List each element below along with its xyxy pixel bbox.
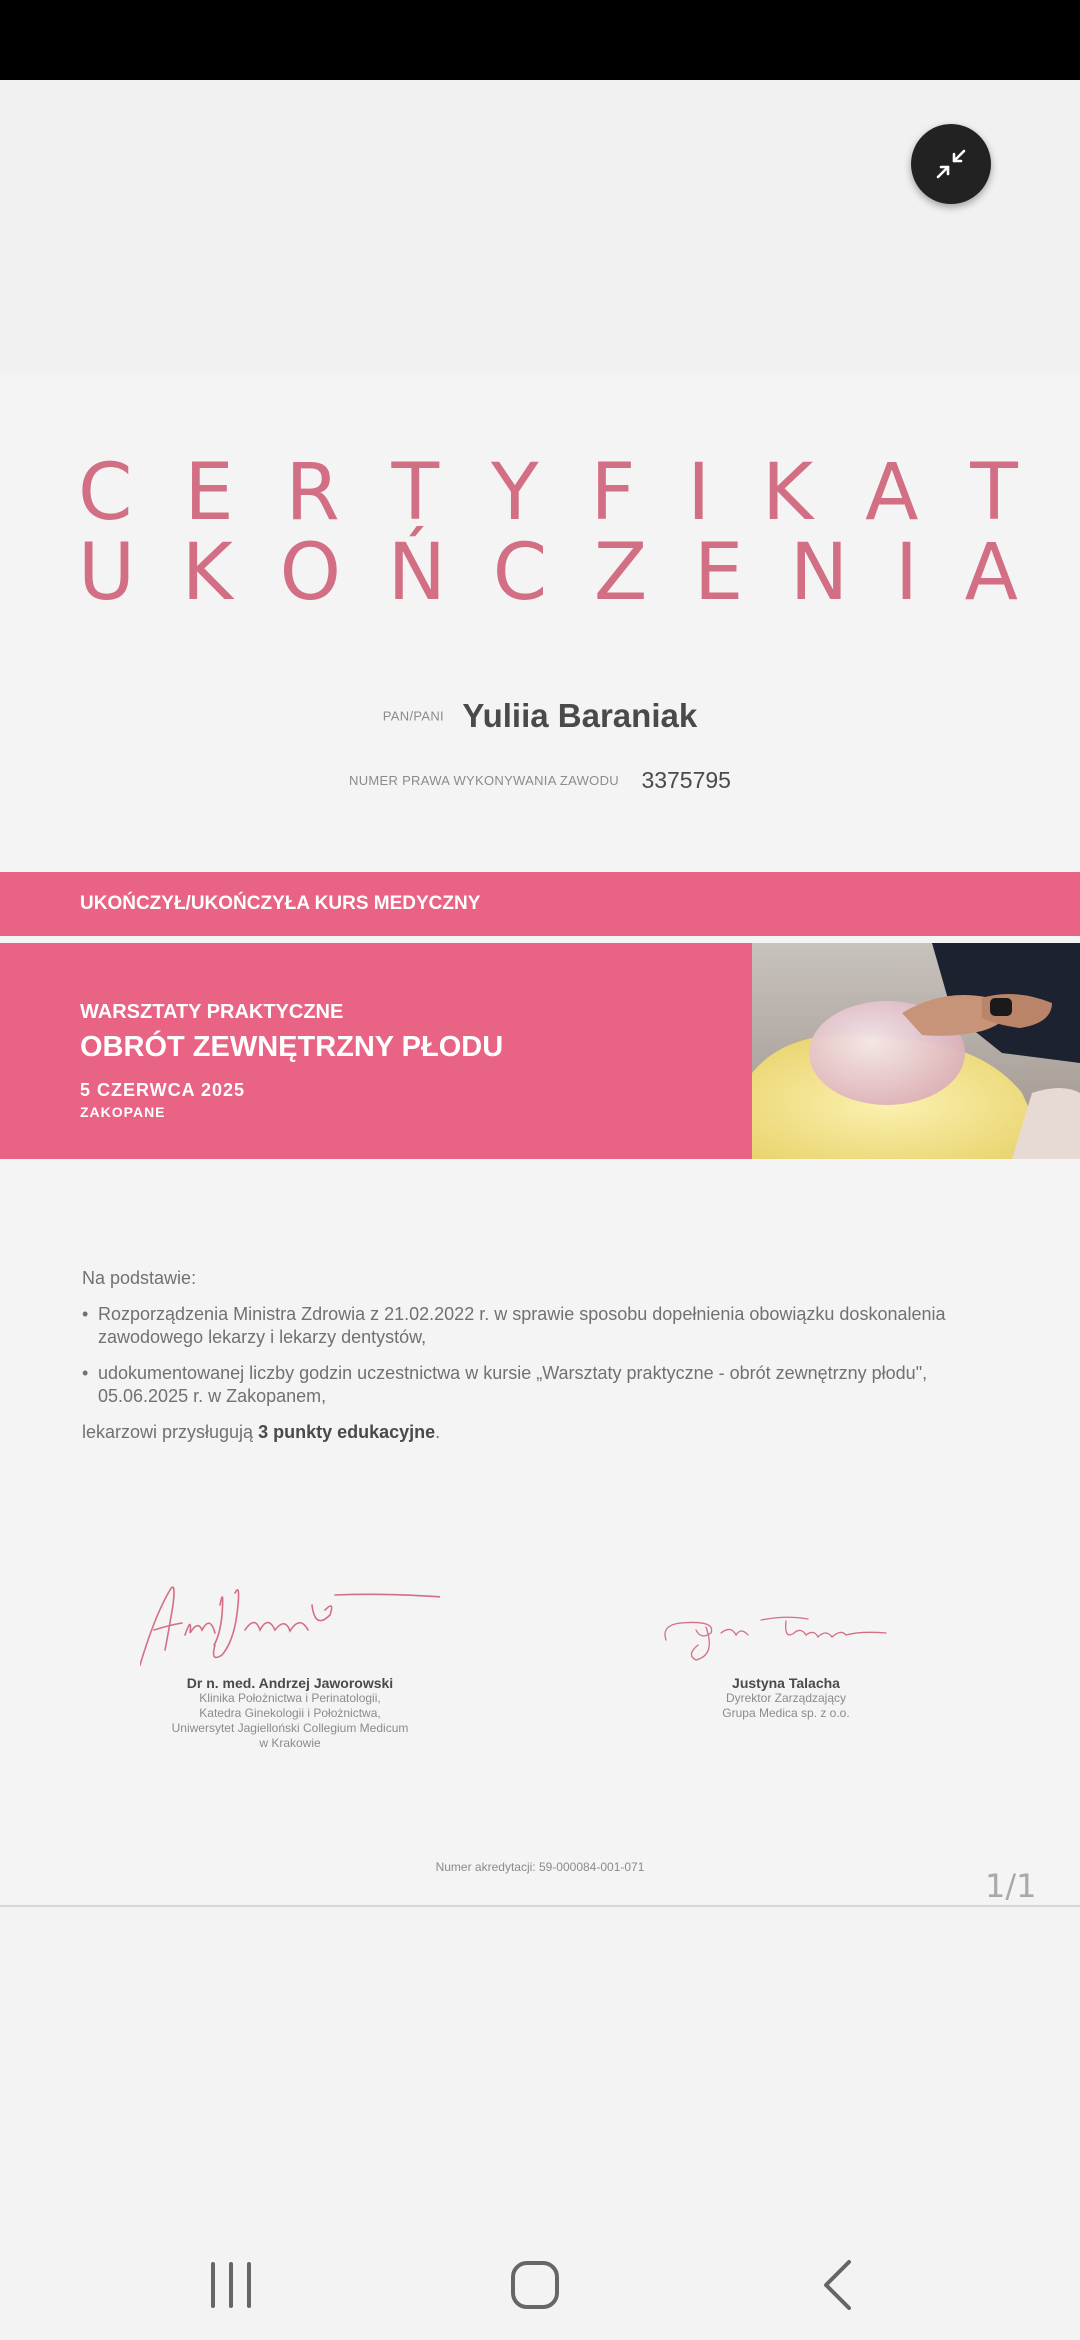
title-letter: U	[78, 528, 136, 618]
certificate-title-line-1	[78, 448, 1018, 538]
recipient-name: Yuliia Baraniak	[462, 697, 698, 734]
license-number: 3375795	[641, 767, 731, 793]
back-icon	[802, 2250, 872, 2320]
collapse-arrows-icon	[933, 146, 969, 182]
signer-1-detail: Uniwersytet Jagielloński Collegium Medicum	[171, 1721, 409, 1735]
title-letter: E	[693, 528, 744, 618]
system-navigation-bar	[0, 2210, 1080, 2340]
basis-bullet-regulation: • Rozporządzenia Ministra Zdrowia z 21.02.2022 r. w sprawie sposobu dopełnienia obowiązku doskonalenia zawodowego lekarzy i lekarzy dentystów,	[82, 1303, 978, 1349]
home-button[interactable]	[500, 2250, 570, 2320]
title-letter: F	[590, 448, 636, 538]
title-letter: T	[391, 448, 440, 538]
workshop-photo	[752, 943, 1080, 1159]
signer-1-detail: Katedra Ginekologii i Położnictwa,	[199, 1706, 381, 1720]
signer-2-detail: Grupa Medica sp. z o.o.	[722, 1706, 850, 1720]
signer-1-detail: Klinika Położnictwa i Perinatologii,	[199, 1691, 381, 1705]
title-letter: Ń	[387, 528, 447, 618]
status-bar	[0, 0, 1080, 80]
points-statement	[82, 1421, 982, 1444]
title-letter: A	[865, 448, 919, 538]
signer-1-name: Dr n. med. Andrzej Jaworowski	[186, 1675, 394, 1691]
license-label: NUMER PRAWA WYKONYWANIA ZAWODU	[349, 773, 619, 788]
title-letter: I	[894, 528, 918, 618]
title-letter: K	[762, 448, 814, 538]
collapse-fullscreen-button[interactable]	[911, 124, 991, 204]
basis-bullet-attendance: • udokumentowanej liczby godzin uczestnictwa w kursie „Warsztaty praktyczne - obrót zewnętrzny płodu", 05.06.2025 r. w Zakopanem,	[82, 1362, 978, 1408]
recents-button[interactable]	[196, 2250, 266, 2320]
title-letter: C	[78, 448, 133, 538]
recipient-label: PAN/PANI	[382, 708, 444, 724]
points-value: 3 punkty edukacyjne	[258, 1422, 436, 1442]
home-icon	[500, 2250, 570, 2320]
signature-block-2	[636, 1585, 936, 1721]
signer-2-detail: Dyrektor Zarządzający	[725, 1691, 847, 1705]
title-letter: T	[970, 448, 1018, 538]
title-letter: E	[184, 448, 234, 538]
course-completed-label: UKOŃCZYŁ/UKOŃCZYŁA KURS MEDYCZNY	[80, 893, 481, 914]
points-prefix: lekarzowi przysługują	[82, 1422, 259, 1442]
accreditation-number: Numer akredytacji: 59-000084-001-071	[435, 1860, 645, 1874]
event-type: WARSZTATY PRAKTYCZNE	[80, 1001, 344, 1023]
handwritten-signature-1	[140, 1575, 440, 1670]
certificate-page	[0, 375, 1080, 1907]
event-title: OBRÓT ZEWNĘTRZNY PŁODU	[80, 1031, 504, 1063]
points-suffix: .	[435, 1422, 441, 1442]
license-row	[0, 767, 1080, 794]
title-letter: N	[789, 528, 849, 618]
recents-icon	[196, 2250, 266, 2320]
title-letter: I	[687, 448, 711, 538]
title-letter: R	[285, 448, 340, 538]
title-letter: C	[492, 528, 548, 618]
title-letter: K	[181, 528, 233, 618]
title-letter: O	[279, 528, 341, 618]
basis-label: Na podstawie:	[82, 1268, 197, 1288]
recipient-row	[0, 697, 1080, 735]
course-completed-band	[0, 872, 1080, 936]
event-date: 5 CZERWCA 2025	[80, 1080, 246, 1100]
event-band	[0, 943, 752, 1159]
signature-block-1	[140, 1575, 440, 1751]
title-letter: Z	[593, 528, 648, 618]
back-button[interactable]	[802, 2250, 872, 2320]
title-letter: A	[964, 528, 1018, 618]
event-place: ZAKOPANE	[80, 1104, 166, 1120]
title-letter: Y	[491, 448, 539, 538]
signer-1-detail: w Krakowie	[259, 1736, 321, 1750]
signer-2-name: Justyna Talacha	[732, 1675, 840, 1691]
handwritten-signature-2	[636, 1585, 936, 1670]
certificate-title-line-2	[78, 528, 1018, 618]
viewer-top-area	[0, 80, 1080, 375]
page-counter: 1/1	[985, 1867, 1037, 1905]
